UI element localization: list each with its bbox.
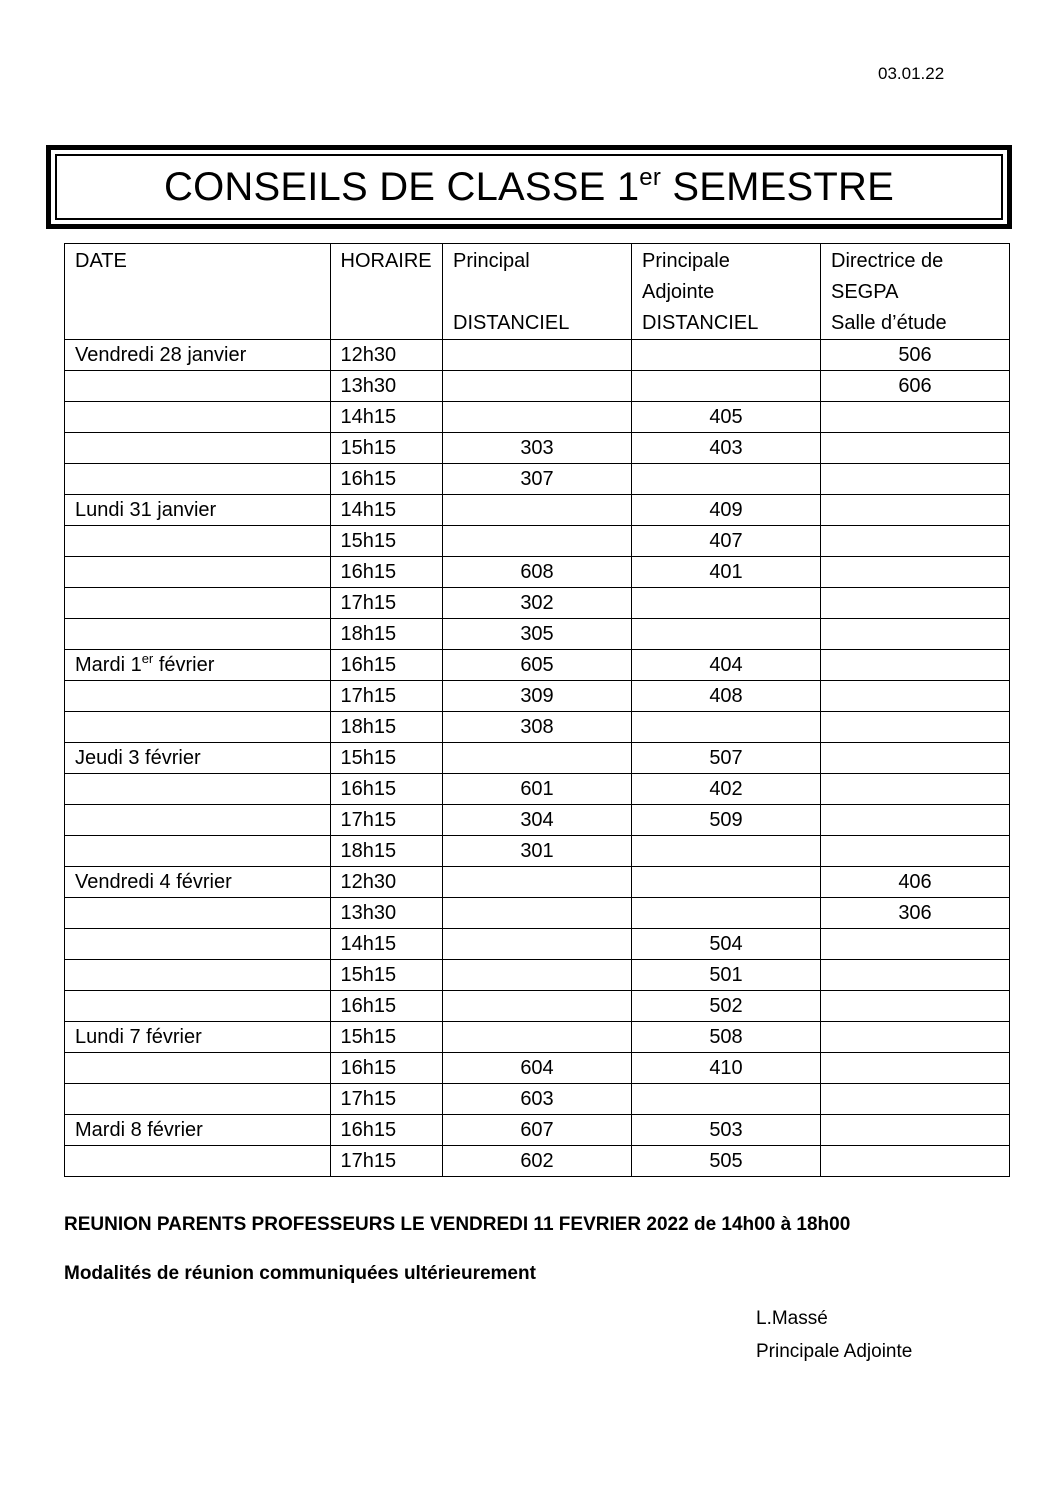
cell-horaire: 16h15	[330, 774, 443, 805]
cell-horaire: 17h15	[330, 1084, 443, 1115]
cell-directrice-segpa	[821, 991, 1010, 1022]
cell-principal	[443, 929, 632, 960]
cell-directrice-segpa	[821, 712, 1010, 743]
modalities-note: Modalités de réunion communiquées ultérieurement	[64, 1263, 536, 1284]
cell-date	[65, 991, 331, 1022]
header-row	[65, 244, 1010, 340]
cell-directrice-segpa	[821, 836, 1010, 867]
cell-directrice-segpa	[821, 557, 1010, 588]
title-box	[46, 145, 1012, 229]
cell-horaire: 17h15	[330, 681, 443, 712]
cell-directrice-segpa	[821, 464, 1010, 495]
cell-principale-adjointe: 509	[632, 805, 821, 836]
cell-principal	[443, 960, 632, 991]
cell-directrice-segpa: 506	[821, 340, 1010, 371]
cell-directrice-segpa: 406	[821, 867, 1010, 898]
cell-principal	[443, 867, 632, 898]
cell-horaire: 14h15	[330, 929, 443, 960]
cell-horaire: 16h15	[330, 1115, 443, 1146]
cell-horaire: 17h15	[330, 805, 443, 836]
cell-principale-adjointe: 408	[632, 681, 821, 712]
table-row	[65, 650, 1010, 681]
cell-date	[65, 774, 331, 805]
cell-horaire: 16h15	[330, 991, 443, 1022]
cell-directrice-segpa	[821, 495, 1010, 526]
table-row	[65, 1084, 1010, 1115]
table-row	[65, 898, 1010, 929]
title-rest: SEMESTRE	[661, 165, 894, 209]
cell-date: Lundi 7 février	[65, 1022, 331, 1053]
header-principal: Principal DISTANCIEL	[443, 244, 632, 340]
cell-principale-adjointe	[632, 712, 821, 743]
cell-directrice-segpa: 606	[821, 371, 1010, 402]
table-row	[65, 867, 1010, 898]
cell-horaire: 15h15	[330, 433, 443, 464]
cell-directrice-segpa	[821, 1022, 1010, 1053]
table-row	[65, 402, 1010, 433]
cell-principale-adjointe	[632, 619, 821, 650]
cell-horaire: 16h15	[330, 557, 443, 588]
cell-principale-adjointe: 501	[632, 960, 821, 991]
header-principale-adjointe: Principale Adjointe DISTANCIEL	[632, 244, 821, 340]
cell-principal: 302	[443, 588, 632, 619]
cell-principale-adjointe	[632, 371, 821, 402]
cell-horaire: 17h15	[330, 588, 443, 619]
cell-horaire: 14h15	[330, 402, 443, 433]
cell-principal: 607	[443, 1115, 632, 1146]
cell-date	[65, 433, 331, 464]
cell-principale-adjointe: 504	[632, 929, 821, 960]
title-superscript: er	[639, 164, 662, 191]
cell-date	[65, 681, 331, 712]
cell-horaire: 15h15	[330, 960, 443, 991]
cell-principal: 602	[443, 1146, 632, 1177]
table-row	[65, 991, 1010, 1022]
table-row	[65, 960, 1010, 991]
meeting-note: REUNION PARENTS PROFESSEURS LE VENDREDI 11 FEVRIER 2022 de 14h00 à 18h00	[64, 1214, 851, 1235]
table-row	[65, 743, 1010, 774]
cell-principale-adjointe	[632, 464, 821, 495]
cell-date: Lundi 31 janvier	[65, 495, 331, 526]
cell-horaire: 12h30	[330, 867, 443, 898]
cell-principal	[443, 495, 632, 526]
cell-principal: 301	[443, 836, 632, 867]
cell-principal	[443, 898, 632, 929]
cell-principal: 601	[443, 774, 632, 805]
cell-directrice-segpa	[821, 650, 1010, 681]
cell-principal	[443, 402, 632, 433]
cell-directrice-segpa	[821, 1115, 1010, 1146]
cell-horaire: 16h15	[330, 650, 443, 681]
cell-directrice-segpa	[821, 960, 1010, 991]
cell-directrice-segpa	[821, 1146, 1010, 1177]
table-row	[65, 557, 1010, 588]
table-row	[65, 1022, 1010, 1053]
table-row	[65, 1115, 1010, 1146]
cell-date	[65, 1084, 331, 1115]
cell-directrice-segpa	[821, 774, 1010, 805]
cell-horaire: 18h15	[330, 836, 443, 867]
cell-date	[65, 1146, 331, 1177]
cell-horaire: 16h15	[330, 464, 443, 495]
cell-principal	[443, 340, 632, 371]
cell-directrice-segpa	[821, 929, 1010, 960]
cell-date	[65, 402, 331, 433]
cell-date	[65, 960, 331, 991]
cell-principale-adjointe	[632, 898, 821, 929]
cell-principal	[443, 526, 632, 557]
table-row	[65, 1146, 1010, 1177]
table-row	[65, 836, 1010, 867]
header-horaire: HORAIRE	[330, 244, 443, 340]
cell-horaire: 15h15	[330, 743, 443, 774]
cell-horaire: 15h15	[330, 1022, 443, 1053]
cell-horaire: 13h30	[330, 898, 443, 929]
cell-date: Vendredi 4 février	[65, 867, 331, 898]
cell-date: Vendredi 28 janvier	[65, 340, 331, 371]
cell-date	[65, 526, 331, 557]
table-row	[65, 619, 1010, 650]
cell-horaire: 15h15	[330, 526, 443, 557]
cell-directrice-segpa	[821, 433, 1010, 464]
cell-principale-adjointe: 401	[632, 557, 821, 588]
table-row	[65, 712, 1010, 743]
cell-horaire: 13h30	[330, 371, 443, 402]
table-row	[65, 495, 1010, 526]
cell-principale-adjointe: 410	[632, 1053, 821, 1084]
signature-name: L.Massé	[756, 1308, 828, 1329]
cell-date	[65, 898, 331, 929]
table-row	[65, 340, 1010, 371]
cell-horaire: 14h15	[330, 495, 443, 526]
cell-principale-adjointe	[632, 588, 821, 619]
cell-directrice-segpa: 306	[821, 898, 1010, 929]
cell-principal	[443, 743, 632, 774]
cell-principale-adjointe: 402	[632, 774, 821, 805]
cell-principal	[443, 371, 632, 402]
table-row	[65, 1053, 1010, 1084]
table-row	[65, 681, 1010, 712]
cell-principal	[443, 991, 632, 1022]
cell-principale-adjointe: 404	[632, 650, 821, 681]
cell-horaire: 18h15	[330, 619, 443, 650]
cell-principal: 309	[443, 681, 632, 712]
cell-horaire: 17h15	[330, 1146, 443, 1177]
table-row	[65, 433, 1010, 464]
table-row	[65, 774, 1010, 805]
table-row	[65, 371, 1010, 402]
cell-date	[65, 371, 331, 402]
cell-directrice-segpa	[821, 588, 1010, 619]
cell-date	[65, 805, 331, 836]
schedule-table	[64, 243, 1010, 1177]
cell-date	[65, 588, 331, 619]
table-row	[65, 929, 1010, 960]
cell-directrice-segpa	[821, 1053, 1010, 1084]
cell-principale-adjointe	[632, 836, 821, 867]
cell-principale-adjointe: 403	[632, 433, 821, 464]
cell-principal: 603	[443, 1084, 632, 1115]
table-row	[65, 588, 1010, 619]
cell-principale-adjointe: 505	[632, 1146, 821, 1177]
cell-horaire: 12h30	[330, 340, 443, 371]
cell-principal: 307	[443, 464, 632, 495]
cell-principale-adjointe	[632, 867, 821, 898]
header-directrice-segpa: Directrice de SEGPA Salle d’étude	[821, 244, 1010, 340]
cell-directrice-segpa	[821, 402, 1010, 433]
cell-horaire: 16h15	[330, 1053, 443, 1084]
cell-principale-adjointe: 507	[632, 743, 821, 774]
cell-principal: 303	[443, 433, 632, 464]
cell-directrice-segpa	[821, 805, 1010, 836]
cell-date	[65, 836, 331, 867]
cell-directrice-segpa	[821, 526, 1010, 557]
cell-directrice-segpa	[821, 1084, 1010, 1115]
title-main: CONSEILS DE CLASSE 1	[164, 165, 640, 209]
cell-date	[65, 619, 331, 650]
table-row	[65, 464, 1010, 495]
cell-date: Mardi 1er février	[65, 650, 331, 681]
cell-date	[65, 929, 331, 960]
cell-principale-adjointe	[632, 340, 821, 371]
cell-principale-adjointe: 508	[632, 1022, 821, 1053]
cell-horaire: 18h15	[330, 712, 443, 743]
cell-date: Mardi 8 février	[65, 1115, 331, 1146]
table-row	[65, 526, 1010, 557]
cell-principale-adjointe: 405	[632, 402, 821, 433]
cell-principal: 304	[443, 805, 632, 836]
cell-directrice-segpa	[821, 681, 1010, 712]
cell-principale-adjointe: 407	[632, 526, 821, 557]
cell-principal: 308	[443, 712, 632, 743]
table-row	[65, 805, 1010, 836]
cell-principal: 305	[443, 619, 632, 650]
cell-principale-adjointe: 503	[632, 1115, 821, 1146]
signature-role: Principale Adjointe	[756, 1341, 913, 1362]
cell-date	[65, 557, 331, 588]
cell-principal: 604	[443, 1053, 632, 1084]
page-title	[51, 165, 1007, 210]
cell-principale-adjointe: 502	[632, 991, 821, 1022]
cell-directrice-segpa	[821, 619, 1010, 650]
cell-principal: 605	[443, 650, 632, 681]
cell-date: Jeudi 3 février	[65, 743, 331, 774]
cell-date	[65, 712, 331, 743]
cell-principal	[443, 1022, 632, 1053]
cell-principale-adjointe	[632, 1084, 821, 1115]
cell-date	[65, 464, 331, 495]
cell-principale-adjointe: 409	[632, 495, 821, 526]
document-date: 03.01.22	[878, 64, 945, 83]
cell-date	[65, 1053, 331, 1084]
header-date: DATE	[65, 244, 331, 340]
cell-principal: 608	[443, 557, 632, 588]
cell-directrice-segpa	[821, 743, 1010, 774]
